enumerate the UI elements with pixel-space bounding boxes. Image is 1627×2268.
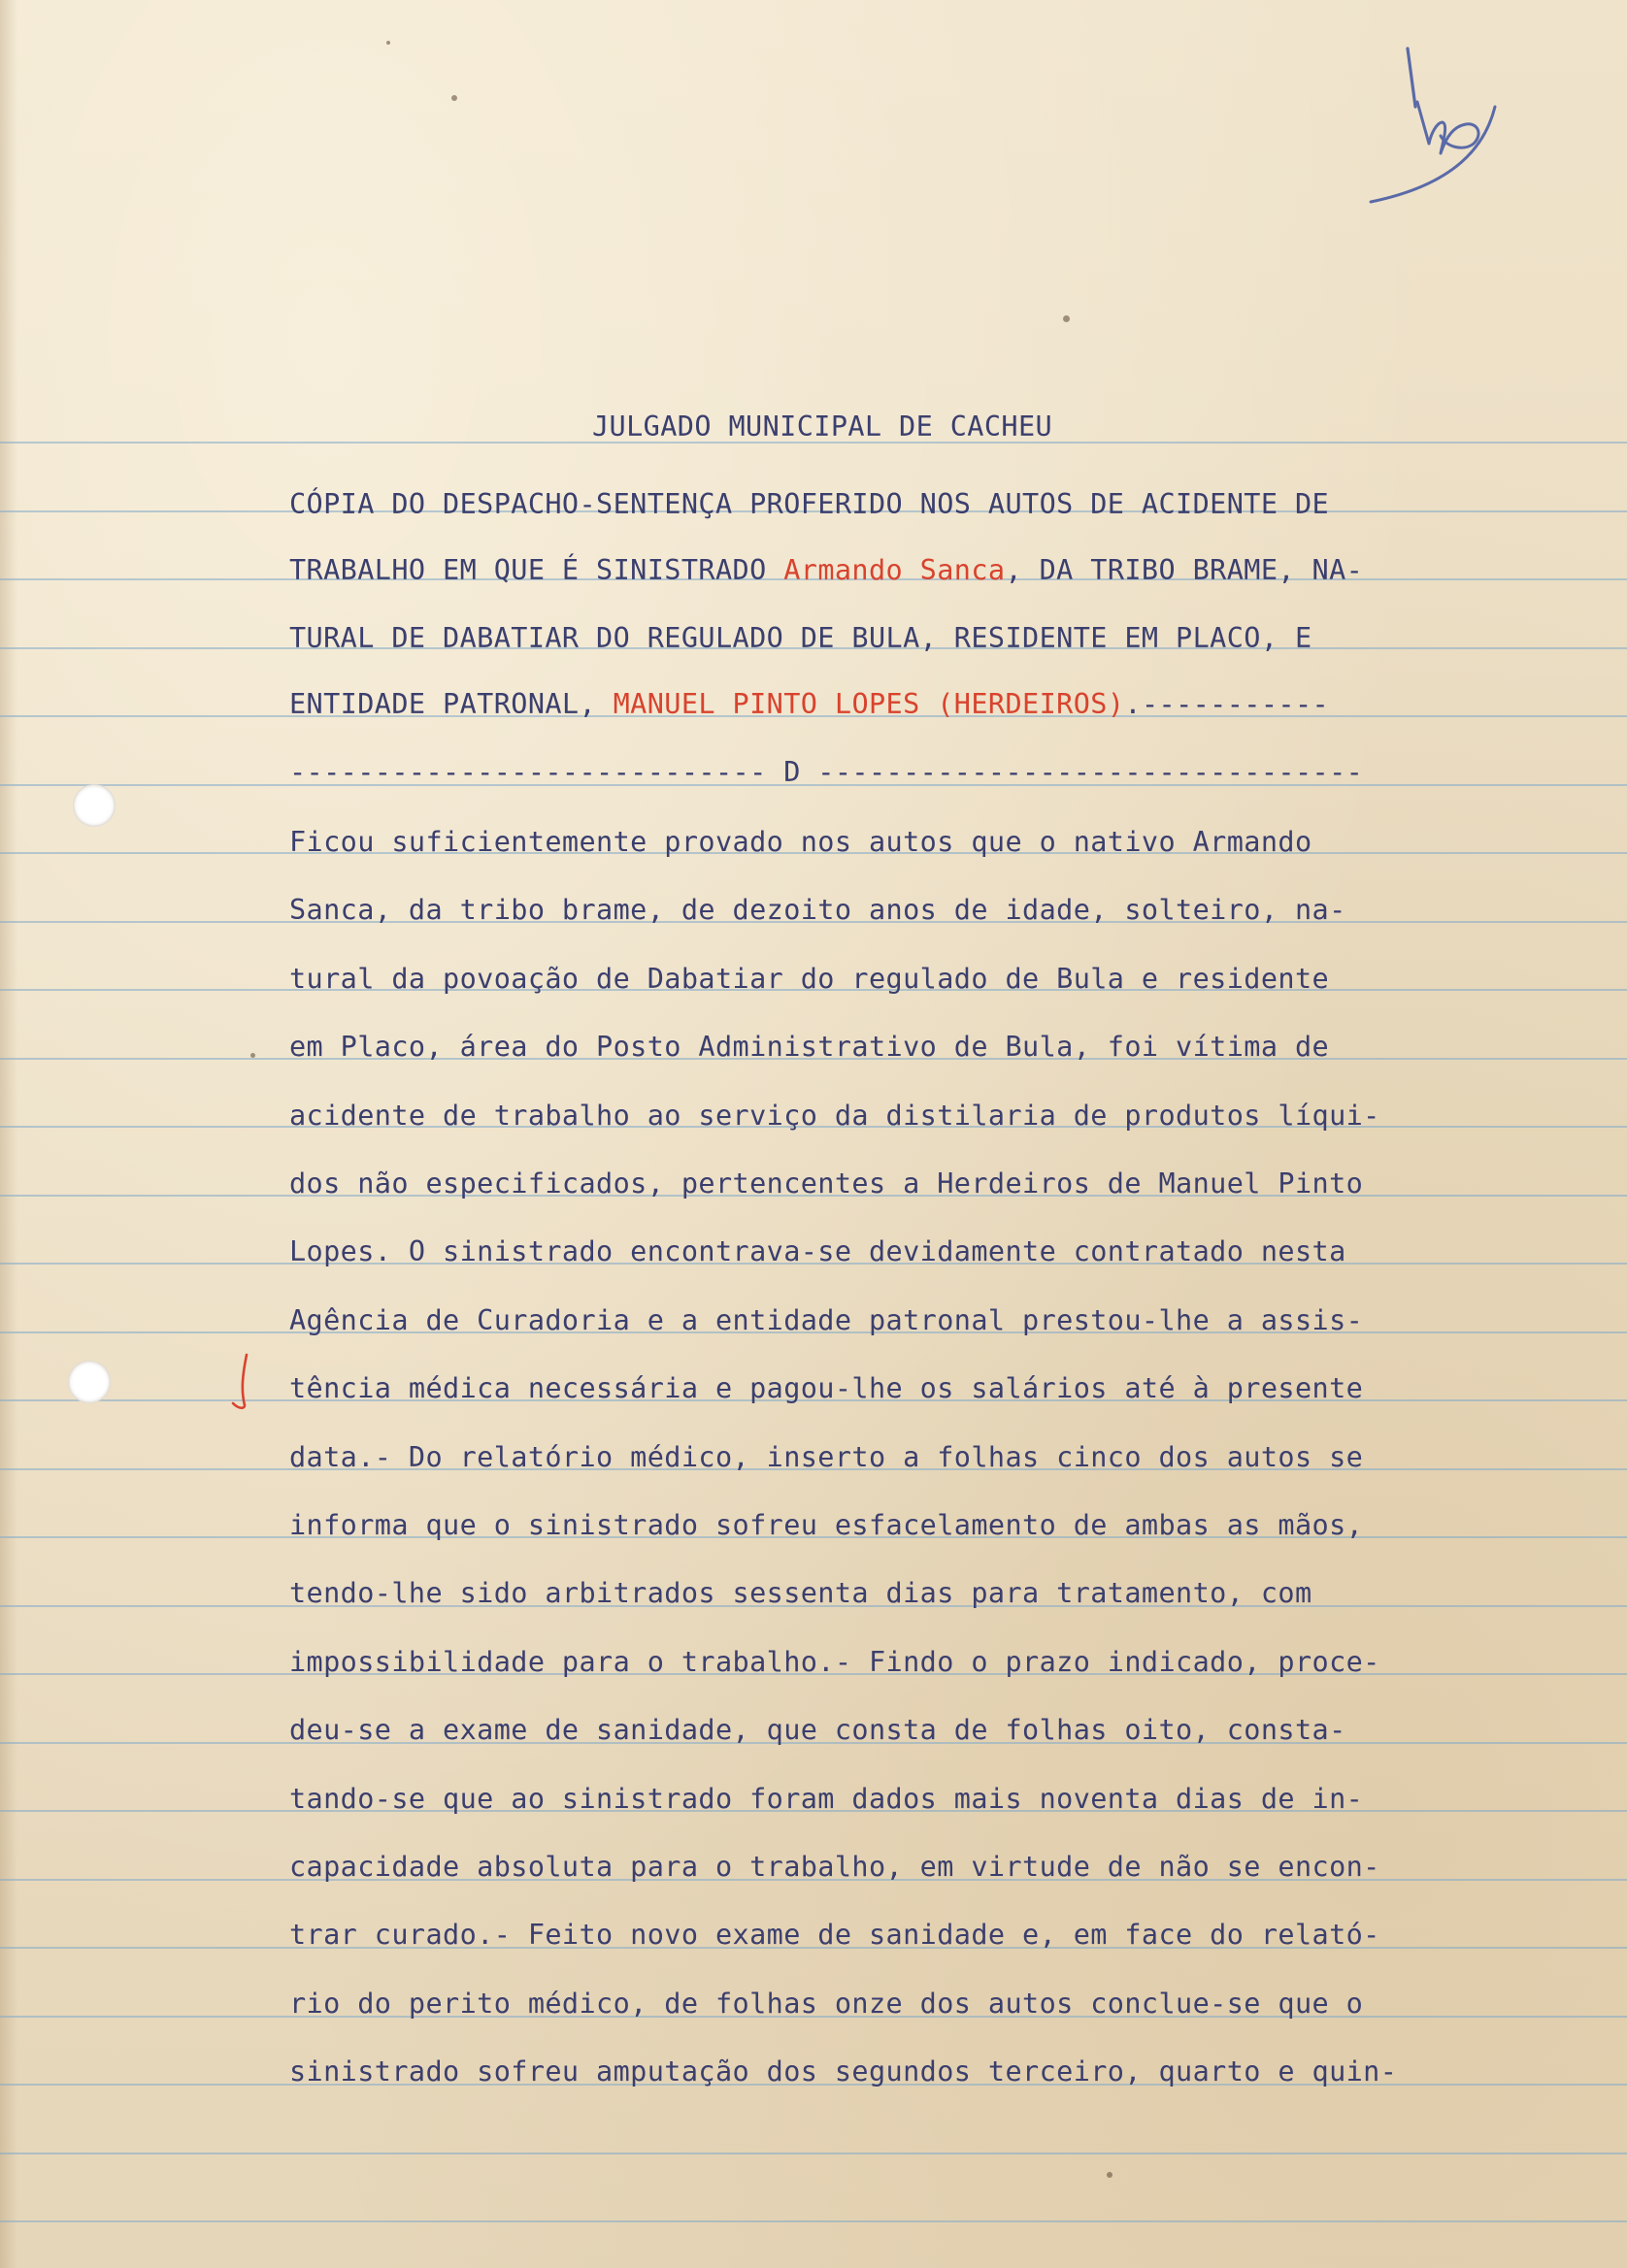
body-line: rio do perito médico, de folhas onze dos autos conclue-se que o bbox=[289, 1988, 1364, 2020]
intro-line bbox=[289, 753, 1590, 792]
body-line: acidente de trabalho ao serviço da distilaria de produtos líqui- bbox=[289, 1100, 1380, 1132]
intro-line bbox=[289, 551, 1590, 590]
rule-line bbox=[0, 2220, 1627, 2222]
intro-line bbox=[289, 685, 1590, 724]
body-line: tural da povoação de Dabatiar do regulado de Bula e residente bbox=[289, 963, 1330, 995]
red-check-mark bbox=[223, 1349, 262, 1417]
body-line: data.- Do relatório médico, inserto a folhas cinco dos autos se bbox=[289, 1441, 1364, 1473]
paper-speck bbox=[1063, 315, 1070, 322]
paper-speck bbox=[250, 1053, 255, 1058]
intro-text: .----------- bbox=[1124, 688, 1330, 720]
intro-text: TRABALHO EM QUE É SINISTRADO bbox=[289, 554, 784, 586]
body-line: deu-se a exame de sanidade, que consta de folhas oito, consta- bbox=[289, 1714, 1346, 1746]
paper-speck bbox=[386, 41, 390, 45]
body-line: tência médica necessária e pagou-lhe os salários até à presente bbox=[289, 1372, 1364, 1404]
punch-hole-bottom bbox=[68, 1361, 111, 1403]
body-line: Agência de Curadoria e a entidade patronal prestou-lhe a assis- bbox=[289, 1304, 1364, 1336]
highlighted-name: MANUEL PINTO LOPES (HERDEIROS) bbox=[613, 688, 1125, 720]
paper-speck bbox=[1107, 2172, 1112, 2178]
body-line: tando-se que ao sinistrado foram dados mais noventa dias de in- bbox=[289, 1783, 1364, 1815]
body-line: dos não especificados, pertencentes a Herdeiros de Manuel Pinto bbox=[289, 1167, 1364, 1200]
paper-speck bbox=[451, 95, 457, 101]
intro-text: ---------------------------- D -------------------------------- bbox=[289, 756, 1364, 788]
intro-line bbox=[289, 485, 1590, 524]
body-line: trar curado.- Feito novo exame de sanidade e, em face do relató- bbox=[289, 1919, 1380, 1951]
punch-hole-top bbox=[73, 784, 116, 827]
document-heading: JULGADO MUNICIPAL DE CACHEU bbox=[592, 411, 1053, 443]
rule-line bbox=[0, 2153, 1627, 2154]
body-line: impossibilidade para o trabalho.- Findo o prazo indicado, proce- bbox=[289, 1646, 1380, 1678]
intro-text: TURAL DE DABATIAR DO REGULADO DE BULA, RESIDENTE EM PLACO, E bbox=[289, 622, 1312, 654]
intro-text: , DA TRIBO BRAME, NA- bbox=[1005, 554, 1364, 586]
body-line: Sanca, da tribo brame, de dezoito anos de idade, solteiro, na- bbox=[289, 894, 1346, 926]
body-line: Ficou suficientemente provado nos autos que o nativo Armando bbox=[289, 826, 1312, 858]
body-line: informa que o sinistrado sofreu esfacelamento de ambas as mãos, bbox=[289, 1509, 1364, 1541]
handwritten-folio-mark bbox=[1359, 29, 1534, 223]
body-line: sinistrado sofreu amputação dos segundos terceiro, quarto e quin- bbox=[289, 2055, 1398, 2087]
intro-text: CÓPIA DO DESPACHO-SENTENÇA PROFERIDO NOS AUTOS DE ACIDENTE DE bbox=[289, 488, 1330, 520]
body-line: capacidade absoluta para o trabalho, em virtude de não se encon- bbox=[289, 1851, 1380, 1883]
body-line: tendo-lhe sido arbitrados sessenta dias para tratamento, com bbox=[289, 1577, 1312, 1609]
body-line: Lopes. O sinistrado encontrava-se devidamente contratado nesta bbox=[289, 1235, 1346, 1267]
body-line: em Placo, área do Posto Administrativo de Bula, foi vítima de bbox=[289, 1031, 1330, 1063]
intro-text: ENTIDADE PATRONAL, bbox=[289, 688, 614, 720]
intro-line bbox=[289, 619, 1590, 658]
highlighted-name: Armando Sanca bbox=[783, 554, 1006, 586]
